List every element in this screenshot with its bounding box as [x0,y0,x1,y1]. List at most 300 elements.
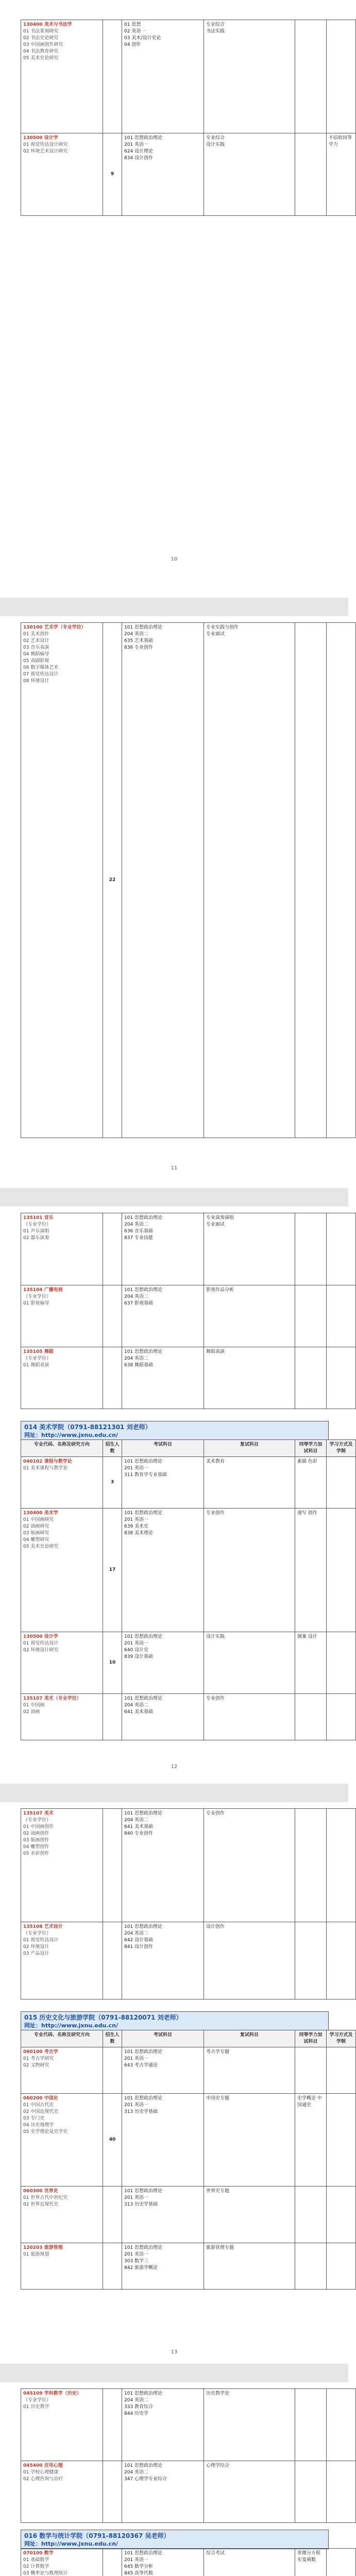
exam-subject: 101 思想政治理论 [124,2245,163,2250]
exam-subject: 624 设计理论 [124,149,154,154]
table-row [21,2549,356,2576]
retest-subject: 专业创作 [206,1696,225,1701]
research-direction: 02 计算数学 [23,2564,49,2569]
retest-subjects-cell [204,1457,295,1509]
equivalent-exam-cell [295,623,327,1138]
study-mode-cell [327,623,356,1138]
research-direction: 02 文物研究 [23,2063,49,2068]
table-row [21,1509,356,1632]
exam-subject: 347 心理学专业综合 [124,2477,167,2482]
major-code-name: 070100 数学 [23,2551,54,2556]
research-direction: （专业学位） [23,1356,52,1361]
exam-subjects-cell [122,2389,204,2461]
page-number: 13 [171,2349,178,2355]
study-mode-cell [327,2047,356,2094]
study-mode-cell [327,1922,356,1999]
exam-subject: 101 思想政治理论 [124,2551,163,2556]
enrollment-plan [103,2187,122,2243]
exam-subject: 201 英语一 [124,2195,149,2200]
exam-subject: 201 英语一 [124,1466,149,1471]
research-direction: 02 环境艺术设计研究 [23,149,68,154]
retest-subject: 考古学专题 [206,2049,230,2055]
major-code-name: 135104 广播电视 [23,1287,63,1293]
enrollment-plan: 3 [103,1457,122,1509]
research-direction: 02 油画创作 [23,1831,49,1836]
study-mode-cell: 不招收同等学力 [327,133,356,216]
table-row [21,1809,356,1922]
exam-subjects-cell [122,2094,204,2187]
study-mode-cell [327,1285,356,1347]
enrollment-plan [103,2549,122,2576]
exam-subject: 01 思想 [124,22,141,27]
retest-subject: 历史教学论 [206,2391,230,2396]
research-direction: 03 版画研究 [23,1531,49,1536]
page-separator [0,598,348,616]
page-number: 12 [171,1764,178,1770]
exam-subject: 204 英语二 [124,1931,149,1936]
study-mode-cell [327,1213,356,1285]
research-direction: 02 艺术设计 [23,638,49,643]
column-header: 同等学力加试科目 [295,2030,327,2047]
research-direction: 01 影视编导 [23,1301,49,1306]
exam-subject: 635 艺术基础 [124,638,154,643]
exam-subject: 204 英语二 [124,632,149,637]
exam-subject: 836 专业创作 [124,645,154,650]
exam-subject: 101 思想政治理论 [124,135,163,141]
major-cell [21,1922,103,1999]
retest-subjects-cell [204,1694,295,1740]
exam-subject: 101 思想政治理论 [124,2463,163,2468]
retest-subject: 舞蹈表演 [206,1349,225,1354]
college-header-band [21,2530,329,2549]
exam-subjects-cell [122,1694,204,1740]
major-code-name: 135108 艺术设计 [23,1924,63,1929]
column-header: 复试科目 [204,2030,295,2047]
study-mode-cell [327,2549,356,2576]
catalog-table [21,1808,356,1999]
exam-subject: 201 英语一 [124,2056,149,2061]
major-cell [21,2461,103,2523]
college-website[interactable]: 网址：http://www.jxnu.edu.cn/ [24,1432,118,1438]
catalog-table [21,622,356,1138]
exam-subjects-cell [122,2549,204,2576]
research-direction: 02 油画研究 [23,1524,49,1529]
enrollment-plan [103,1922,122,1999]
retest-subject: 专业实践与创作 [206,625,239,630]
equivalent-exam-cell [295,2187,327,2243]
major-code-name: 045400 应用心理 [23,2463,63,2468]
exam-subject: 645 数学分析 [124,2564,154,2569]
major-code-name: 060100 考古学 [23,2049,58,2055]
major-cell [21,2549,103,2576]
research-direction: 01 中国画创作 [23,1824,54,1829]
exam-subject: 101 思想政治理论 [124,1511,163,1516]
research-direction: 01 视觉传达设计研究 [23,142,68,147]
equivalent-exam-cell [295,1213,327,1285]
catalog-table [21,1213,356,1409]
exam-subject: 201 英语一 [124,142,149,147]
research-direction: 01 书法篆刻研究 [23,29,59,34]
research-direction: 01 历史教学 [23,2404,49,2410]
research-direction: （专业学位） [23,1818,52,1823]
column-header: 复试科目 [204,1440,295,1457]
study-mode-cell [327,2389,356,2461]
research-direction: 01 世界古代中世纪史 [23,2195,68,2200]
equivalent-exam-cell [295,1809,327,1922]
major-code-name: 135107 美术（专业学位） [23,1696,81,1701]
exam-subject: 101 思想政治理论 [124,1349,163,1354]
exam-subject: 841 设计创作 [124,1944,154,1950]
research-direction: 02 油画 [23,1709,40,1715]
major-code-name: 130500 设计学 [23,135,58,141]
exam-subject: 101 思想政治理论 [124,1634,163,1639]
study-mode-cell [327,2461,356,2523]
enrollment-plan [103,2243,122,2290]
equivalent-exam-cell: 速写 创作 [295,1509,327,1632]
exam-subject: 101 思想政治理论 [124,2049,163,2055]
exam-subject: 204 英语二 [124,1818,149,1823]
retest-subject: 专业综合 [206,22,225,27]
exam-subject: 639 美术史 [124,1524,149,1529]
enrollment-plan [103,2389,122,2461]
column-header: 考试科目 [122,2030,204,2047]
exam-subject: 201 英语一 [124,2557,149,2563]
equivalent-exam-cell [295,1347,327,1409]
major-code-name: 060200 中国史 [23,2096,58,2101]
exam-subjects-cell [122,1347,204,1409]
major-code-name: 130100 艺术学（专业学位） [23,625,86,630]
retest-subjects-cell [204,2047,295,2094]
major-cell [21,2094,103,2187]
exam-subject: 845 高等代数 [124,2571,154,2576]
research-direction: 01 声乐演唱 [23,1229,49,1234]
exam-subject: 204 英语二 [124,2470,149,2475]
enrollment-plan [103,1694,122,1740]
table-row [21,1694,356,1740]
research-direction: （专业学位） [23,1294,52,1299]
table-row [21,2461,356,2523]
exam-subject: 641 美术基础 [124,1709,154,1715]
document-page-3 [0,1207,353,1784]
retest-subjects-cell [204,2187,295,2243]
major-code-name: 045109 学科教学（历史） [23,2391,81,2396]
exam-subject: 313 历史学基础 [124,2202,158,2207]
enrollment-plan [103,1347,122,1409]
study-mode-cell [327,1809,356,1922]
major-cell [21,2243,103,2290]
research-direction: 02 器乐演奏 [23,1235,49,1241]
research-direction: 05 美术史论研究 [23,1544,59,1549]
equivalent-exam-cell [295,2389,327,2461]
study-mode-cell [327,20,356,133]
exam-subject: 636 音乐基础 [124,1229,154,1234]
equivalent-exam-cell [295,1922,327,1999]
research-direction: 01 考古学研究 [23,2056,54,2061]
major-code-name: 130500 设计学 [23,1634,58,1639]
retest-subjects-cell [204,1632,295,1694]
major-code-name: 130400 美术与书法学 [23,22,72,27]
research-direction: 01 美术课程与教学论 [23,1466,68,1471]
exam-subject: 204 英语二 [124,1356,149,1361]
catalog-table [21,20,356,216]
exam-subject: 03 美术/设计史论 [124,36,161,41]
document-page-5 [0,2382,348,2576]
retest-subject: 专业面试 [206,632,225,637]
research-direction: 04 舞蹈编导 [23,652,49,657]
table-row [21,20,356,133]
major-cell [21,1809,103,1922]
major-code-name: 120203 旅游管理 [23,2245,63,2250]
enrollment-plan: 40 [103,2094,122,2187]
study-mode-cell [327,1457,356,1509]
retest-subjects-cell [204,2549,295,2576]
exam-subject: 204 英语二 [124,1703,149,1708]
research-direction: 03 专门史 [23,2116,45,2121]
exam-subject: 204 英语二 [124,1222,149,1227]
major-cell [21,2047,103,2094]
retest-subject: 专业面试 [206,1222,225,1227]
study-mode-cell [327,2187,356,2243]
retest-subjects-cell [204,1809,295,1922]
table-row [21,1285,356,1347]
research-direction: （专业学位） [23,1931,52,1936]
retest-subject: 美术教育 [206,1459,225,1464]
column-header: 招生人数 [103,1440,122,1457]
enrollment-plan [103,1809,122,1922]
major-cell [21,20,103,133]
exam-subjects-cell [122,1922,204,1999]
exam-subject: 204 英语二 [124,2398,149,2403]
exam-subject: 101 思想政治理论 [124,1215,163,1221]
retest-subject: 专业综合 [206,135,225,141]
major-cell [21,1457,103,1509]
research-direction: 01 视觉传达设计 [23,1938,59,1943]
major-cell [21,1285,103,1347]
page-separator [0,1784,348,1802]
catalog-table [21,2030,356,2290]
equivalent-exam-cell [295,1694,327,1740]
research-direction: 04 雕塑创作 [23,1844,49,1850]
research-direction: 03 概率论与数理统计 [23,2571,68,2576]
exam-subject: 101 思想政治理论 [124,1924,163,1929]
enrollment-plan: 22 [103,623,122,1138]
exam-subject: 844 历史学 [124,2411,149,2416]
research-direction: 04 历史地理学 [23,2123,54,2128]
research-direction: 01 学校心理健康 [23,2470,59,2475]
retest-subject: 设计实践 [206,142,225,147]
column-header: 招生人数 [103,2030,122,2047]
research-direction: 03 中国画创作研究 [23,42,63,47]
retest-subject: 中国史专题 [206,2096,230,2101]
retest-subject: 心理学综合 [206,2463,230,2468]
research-direction: 02 中国近现代史 [23,2109,59,2114]
exam-subject: 303 数学三 [124,2259,149,2264]
exam-subjects-cell [122,1285,204,1347]
table-row [21,2243,356,2290]
research-direction: 04 雕塑研究 [23,1537,49,1543]
retest-subjects-cell [204,2243,295,2290]
research-direction: 04 书法教育研究 [23,49,59,54]
retest-subjects-cell [204,1509,295,1632]
exam-subject: 204 英语二 [124,1294,149,1299]
exam-subjects-cell [122,20,204,133]
college-header-band [21,2011,329,2031]
exam-subjects-cell [122,133,204,216]
exam-subjects-cell [122,1632,204,1694]
exam-subjects-cell [122,623,204,1138]
exam-subject: 201 英语一 [124,2103,149,2108]
exam-subject: 101 思想政治理论 [124,1696,163,1701]
retest-subjects-cell [204,1922,295,1999]
exam-subjects-cell [122,2047,204,2094]
retest-subject: 旅游管理专题 [206,2245,234,2250]
major-cell [21,1632,103,1694]
document-page-2 [0,616,348,1188]
exam-subject: 637 影视基础 [124,1301,154,1306]
research-direction: 02 书法史论研究 [23,36,59,41]
research-direction: 02 心理咨询与治疗 [23,2477,63,2482]
exam-subject: 02 英语一 [124,29,146,34]
research-direction: （专业学位） [23,1222,52,1227]
major-code-name: 060300 世界史 [23,2189,58,2194]
exam-subject: 640 设计史 [124,1648,149,1653]
retest-subject: 世界史专题 [206,2189,230,2194]
page-separator [0,2364,348,2382]
enrollment-plan [103,2047,122,2094]
college-title: 015 历史文化与旅游学院（0791-88120071 刘老师） [24,2014,182,2021]
table-row [21,1213,356,1285]
column-header: 专业代码、名称及研究方向 [21,1440,103,1457]
retest-subjects-cell [204,20,295,133]
retest-subjects-cell [204,1285,295,1347]
retest-subjects-cell [204,2094,295,2187]
study-mode-cell [327,1347,356,1409]
column-header: 专业代码、名称及研究方向 [21,2030,103,2047]
exam-subject: 201 英语一 [124,1641,149,1646]
exam-subject: 101 思想政治理论 [124,625,163,630]
equivalent-exam-cell [295,1285,327,1347]
equivalent-exam-cell: 史学概论 中国通史 [295,2094,327,2187]
major-cell [21,2187,103,2243]
research-direction: 05 水彩创作 [23,1851,49,1856]
research-direction: 03 产品设计 [23,1951,49,1956]
document-page-1 [0,0,352,598]
page-number: 11 [171,1165,178,1171]
retest-subject: 综合考试 [206,2551,225,2556]
research-direction: 03 版画创作 [23,1838,49,1843]
retest-subjects-cell [204,2389,295,2461]
retest-subject: 专业演奏演唱 [206,1215,234,1221]
retest-subjects-cell [204,1347,295,1409]
exam-subject: 834 设计创作 [124,156,154,161]
exam-subjects-cell [122,1457,204,1509]
column-header: 考试科目 [122,1440,204,1457]
equivalent-exam-cell: 素描 色彩 [295,1457,327,1509]
major-code-name: 130400 美术学 [23,1511,58,1516]
table-row [21,133,356,216]
retest-subject: 影视作品分析 [206,1287,234,1293]
research-direction: 01 舞蹈表演 [23,1363,49,1368]
equivalent-exam-cell [295,2461,327,2523]
exam-subject: 101 思想政治理论 [124,1811,163,1816]
column-header: 同等学力加试科目 [295,1440,327,1457]
enrollment-plan [103,2461,122,2523]
research-direction: 02 环境设计 [23,1944,49,1950]
retest-subject: 设计实践 [206,1634,225,1639]
research-direction: 06 数字媒体艺术 [23,665,59,670]
table-row [21,623,356,1138]
page-number: 10 [171,556,178,562]
table-row [21,1632,356,1694]
enrollment-plan: 9 [103,133,122,216]
retest-subject: 专业创作 [206,1811,225,1816]
exam-subject: 842 旅游学概论 [124,2265,158,2270]
college-website[interactable]: 网址：http://www.jxnu.edu.cn/ [24,2540,118,2547]
research-direction: 05 美术史论研究 [23,56,59,61]
study-mode-cell [327,1509,356,1632]
equivalent-exam-cell [295,20,327,133]
research-direction: 01 美术创作 [23,632,49,637]
exam-subject: 641 美术基础 [124,1824,154,1829]
exam-subject: 838 美术理论 [124,1531,154,1536]
catalog-table [21,2548,356,2576]
exam-subject: 311 教育学专业基础 [124,1472,167,1478]
table-header-row [21,1440,356,1457]
catalog-table [21,2388,356,2523]
equivalent-exam-cell [295,133,327,216]
equivalent-exam-cell [295,2047,327,2094]
table-row [21,2389,356,2461]
retest-subject: 专业创作 [206,1511,225,1516]
enrollment-plan: 10 [103,1632,122,1694]
retest-subject: 书法实践 [206,29,225,34]
retest-subject: 设计创作 [206,1924,225,1929]
exam-subject: 839 设计基础 [124,1654,154,1659]
exam-subject: 201 英语一 [124,2252,149,2257]
college-website[interactable]: 网址：http://www.jxnu.edu.cn/ [24,2022,118,2029]
table-header-row [21,2030,356,2047]
study-mode-cell [327,2094,356,2187]
exam-subject: 642 设计基础 [124,1938,154,1943]
exam-subject: 101 思想政治理论 [124,1287,163,1293]
exam-subject: 04 创作 [124,42,141,47]
study-mode-cell [327,2243,356,2290]
research-direction: 01 基础数学 [23,2557,49,2563]
retest-subjects-cell [204,2461,295,2523]
table-row [21,2094,356,2187]
exam-subject: 638 舞蹈基础 [124,1363,154,1368]
exam-subject: 101 思想政治理论 [124,2189,163,2194]
research-direction: 02 世界近现代史 [23,2202,59,2207]
column-header: 学习方式及学制 [327,1440,356,1457]
research-direction: 01 中国画 [23,1703,45,1708]
research-direction: 05 史学理论及史学史 [23,2129,68,2134]
research-direction: 02 环境设计研究 [23,1648,59,1653]
major-cell [21,1347,103,1409]
research-direction: 07 视觉传达设计 [23,672,59,677]
major-cell [21,623,103,1138]
exam-subject: 333 教育综合 [124,2404,154,2410]
major-cell [21,1213,103,1285]
research-direction: 01 中国古代史 [23,2103,54,2108]
exam-subject: 313 历史学基础 [124,2109,158,2114]
exam-subject: 101 思想政治理论 [124,2391,163,2396]
exam-subjects-cell [122,2187,204,2243]
exam-subject: 101 思想政治理论 [124,1459,163,1464]
equivalent-exam-cell [295,2243,327,2290]
major-cell [21,1694,103,1740]
major-code-name: 040102 课程与教学论 [23,1459,72,1464]
